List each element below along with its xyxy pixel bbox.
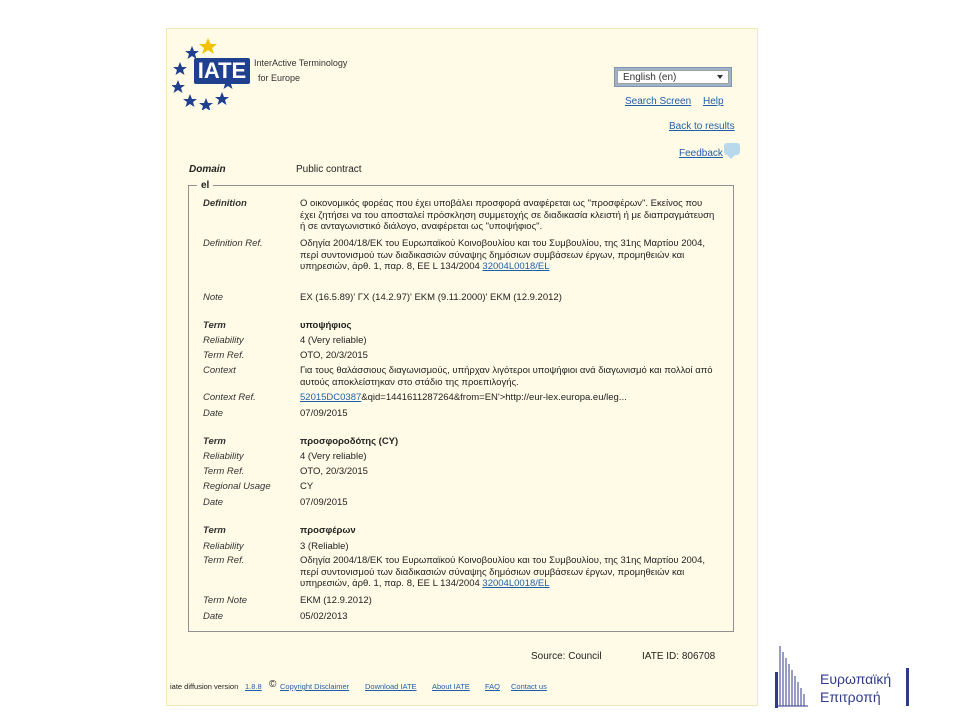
logo-tagline — [254, 56, 347, 86]
date-label: Date — [203, 408, 224, 419]
reliability-label: Reliability — [203, 335, 244, 346]
term-ref-label: Term Ref. — [203, 350, 245, 361]
ec-building-icon — [778, 646, 808, 706]
date-value: 07/09/2015 — [300, 408, 348, 419]
copyright-symbol: © — [269, 679, 277, 690]
language-select-value: English (en) — [623, 72, 677, 83]
term-ref-text: Οδηγία 2004/18/ΕΚ του Ευρωπαϊκού Κοινοβουλίου και του Συμβουλίου, της 31ης Μαρτίου 2004, περί συντονισμού των διαδικασιών σύναψης δημόσιων συμβάσεων έργων, προμηθειών και υπηρεσιών, άρθ. 1, παρ. 8, ΕΕ L 134/2004 — [300, 555, 706, 589]
help-link[interactable]: Help — [703, 96, 724, 107]
ec-wordmark-line2: Επιτροπή — [820, 689, 881, 705]
chevron-down-icon — [717, 75, 723, 79]
definition-ref-label: Definition Ref. — [203, 238, 263, 249]
context-label: Context — [203, 365, 236, 376]
speech-bubble-icon[interactable] — [724, 143, 740, 155]
diffusion-version-label: iate diffusion version — [170, 682, 239, 691]
term-ref-label: Term Ref. — [203, 555, 245, 566]
term-ref-value: ΟΤΟ, 20/3/2015 — [300, 466, 368, 477]
logo-wordmark: IATE — [197, 58, 247, 83]
back-to-results-link[interactable]: Back to results — [669, 121, 735, 132]
domain-value: Public contract — [296, 164, 362, 175]
feedback-link[interactable]: Feedback — [679, 148, 723, 159]
reliability-label: Reliability — [203, 451, 244, 462]
star-icon — [199, 38, 217, 54]
definition-label: Definition — [203, 198, 247, 209]
reliability-value: 4 (Very reliable) — [300, 451, 367, 462]
context-ref-label: Context Ref. — [203, 392, 256, 403]
ec-wordmark-line1: Ευρωπαϊκή — [820, 671, 892, 687]
source-text: Source: Council — [531, 651, 602, 662]
reliability-label: Reliability — [203, 541, 244, 552]
term-label: Term — [203, 436, 226, 447]
copyright-disclaimer-link[interactable]: Copyright Disclaimer — [280, 682, 350, 691]
search-screen-link[interactable]: Search Screen — [625, 96, 692, 107]
regional-usage-value: CY — [300, 481, 314, 492]
context-ref-rest: &qid=1441611287264&from=EN'>http://eur-lex.europa.eu/leg... — [361, 392, 627, 403]
ec-wordmark — [820, 670, 891, 706]
definition-ref-link[interactable]: 32004L0018/EL — [482, 261, 550, 272]
date-label: Date — [203, 611, 224, 622]
term-label: Term — [203, 320, 226, 331]
term-ref — [300, 555, 720, 590]
language-code: el — [201, 180, 210, 191]
faq-link[interactable]: FAQ — [485, 682, 501, 691]
reliability-value: 4 (Very reliable) — [300, 335, 367, 346]
reliability-value: 3 (Reliable) — [300, 541, 349, 552]
date-value: 07/09/2015 — [300, 497, 348, 508]
download-iate-link[interactable]: Download IATE — [365, 682, 417, 691]
term-value: υποψήφιος — [300, 320, 352, 331]
definition-ref-text: Οδηγία 2004/18/ΕΚ του Ευρωπαϊκού Κοινοβουλίου και του Συμβουλίου, της 31ης Μαρτίου 2004, περί συντονισμού των διαδικασιών σύναψης δημόσιων συμβάσεων έργων, προμηθειών και υπηρεσιών, άρθ. 1, παρ. 8, ΕΕ L 134/2004 — [300, 238, 706, 272]
context-value: Για τους θαλάσσιους διαγωνισμούς, υπήρχαν λιγότεροι υποψήφιοι ανά διαγωνισμό και πολλοί από αυτούς αποκλείστηκαν στο στάδιο της προεπιλογής. — [300, 365, 713, 388]
term-label: Term — [203, 525, 226, 536]
logo-tagline-line2: for Europe — [258, 73, 301, 83]
language-select[interactable] — [614, 67, 732, 87]
term-value: προσφοροδότης (CY) — [300, 436, 399, 447]
term-note-label: Term Note — [203, 595, 247, 606]
definition-ref — [300, 238, 720, 273]
iate-id-text: IATE ID: 806708 — [642, 651, 716, 662]
term-value: προσφέρων — [300, 525, 356, 536]
note-text: ΕΧ (16.5.89)' ΓΧ (14.2.97)' ΕΚΜ (9.11.2000)' ΕΚΜ (12.9.2012) — [300, 292, 562, 303]
ec-divider — [906, 668, 909, 706]
term-ref-link[interactable]: 32004L0018/EL — [482, 578, 550, 589]
term-ref-value: ΟΤΟ, 20/3/2015 — [300, 350, 368, 361]
version-link[interactable]: 1.8.8 — [245, 682, 262, 691]
note-label: Note — [203, 292, 224, 303]
context-ref-link[interactable]: 52015DC0387 — [300, 392, 362, 403]
term-ref-label: Term Ref. — [203, 466, 245, 477]
context-ref — [300, 392, 720, 404]
domain-label: Domain — [189, 164, 226, 175]
definition-text: Ο οικονομικός φορέας που έχει υποβάλει προσφορά αναφέρεται ως "προσφέρων". Εκείνος που έχει ζητήσει να του αποσταλεί πρόσκληση συμμετοχής σε διαδικασία κλειστή ή με διαπραγμάτευση ή σε ανταγωνιστικό διάλογο, αναφέρεται ως "υποψήφιος". — [300, 198, 715, 232]
date-label: Date — [203, 497, 224, 508]
logo-tagline-line1: InterActive Terminology — [254, 58, 348, 68]
regional-usage-label: Regional Usage — [203, 481, 271, 492]
contact-us-link[interactable]: Contact us — [511, 682, 547, 691]
term-note-value: ΕΚΜ (12.9.2012) — [300, 595, 372, 606]
about-iate-link[interactable]: About IATE — [432, 682, 470, 691]
date-value: 05/02/2013 — [300, 611, 348, 622]
